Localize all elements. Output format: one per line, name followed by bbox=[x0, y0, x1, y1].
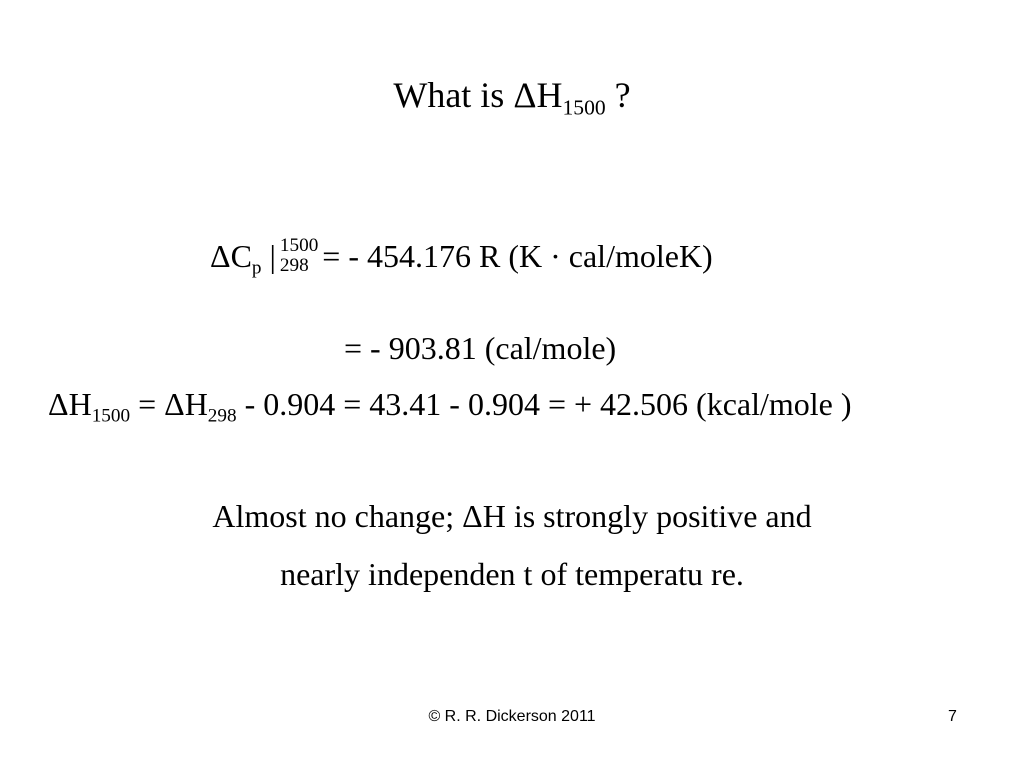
eq1-bar: | bbox=[261, 238, 276, 274]
eq3-b: = ΔH bbox=[130, 386, 208, 422]
eq3-rest: - 0.904 = 43.41 - 0.904 = + 42.506 (kcal/mole ) bbox=[236, 386, 852, 422]
conclusion-line-2: nearly independen t of temperatu re. bbox=[280, 556, 744, 592]
title-subscript: 1500 bbox=[562, 95, 606, 120]
title-text: What is ΔH bbox=[393, 75, 563, 115]
eq1-subscript: p bbox=[251, 257, 262, 279]
eq3-b-subscript: 298 bbox=[207, 405, 237, 427]
title-tail: ? bbox=[605, 75, 631, 115]
eq1-rhs: = - 454.176 R (K · cal/moleK) bbox=[322, 238, 713, 274]
conclusion-line-1: Almost no change; ΔH is strongly positive and bbox=[212, 498, 812, 534]
equation-result-cal bbox=[344, 330, 616, 367]
eq1-upper-limit: 1500 bbox=[279, 234, 319, 256]
eq1-lower-limit: 298 bbox=[279, 254, 309, 276]
equation-enthalpy bbox=[48, 386, 852, 428]
eq3-a-subscript: 1500 bbox=[91, 405, 131, 427]
slide-title bbox=[0, 74, 1024, 121]
eq3-a: ΔH bbox=[48, 386, 92, 422]
eq1-lhs: ΔC bbox=[210, 238, 252, 274]
equation-heat-capacity bbox=[210, 234, 713, 280]
copyright-footer: © R. R. Dickerson 2011 bbox=[428, 708, 596, 725]
eq1-limits bbox=[280, 236, 318, 276]
page-number: 7 bbox=[948, 708, 957, 725]
eq2-text: = - 903.81 (cal/mole) bbox=[344, 330, 617, 366]
